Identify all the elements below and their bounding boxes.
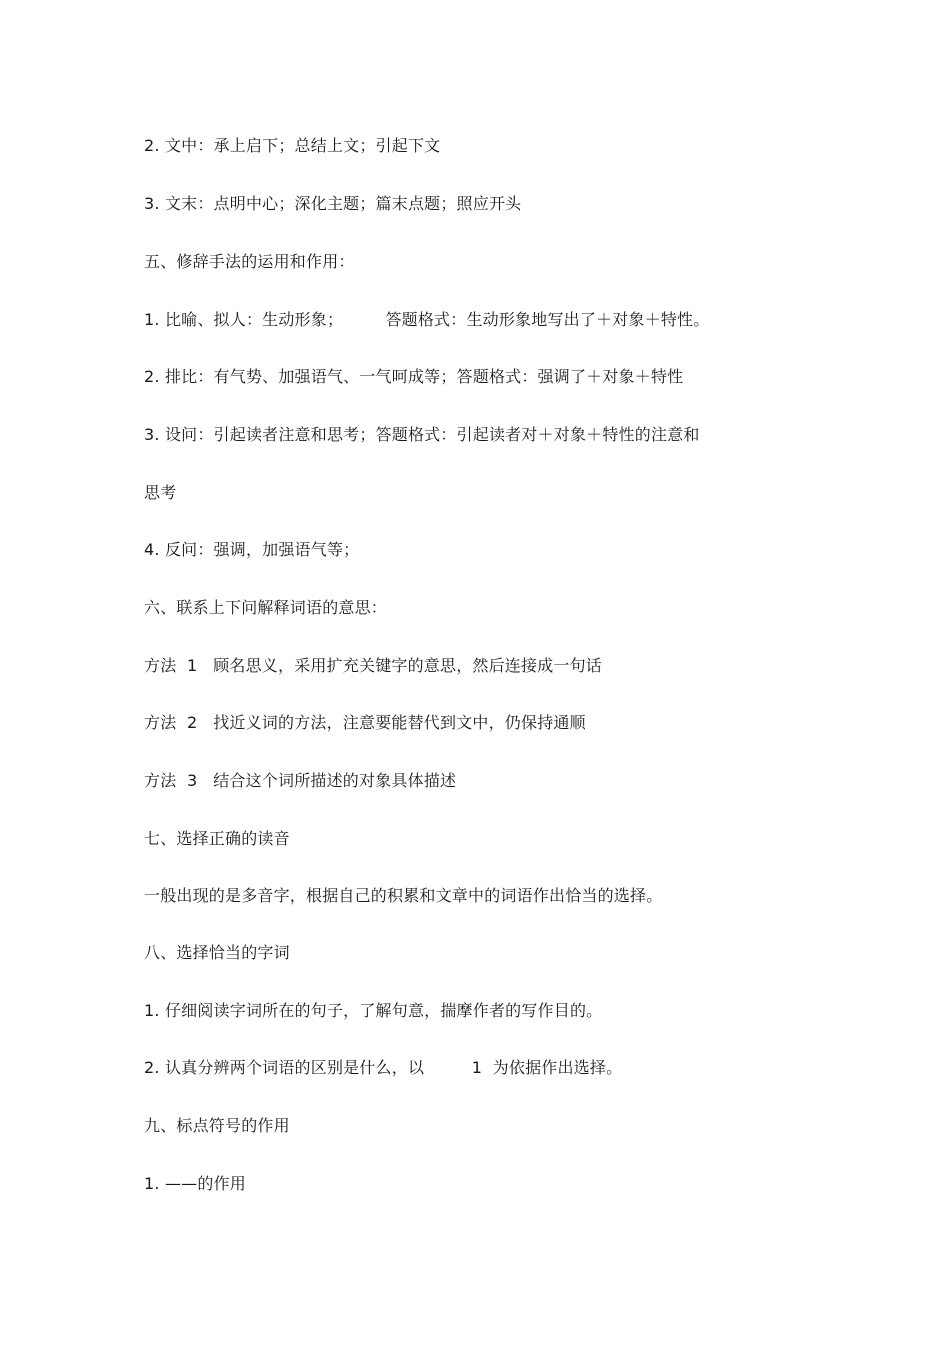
text-line: 3. 文末：点明中心；深化主题；篇末点题；照应开头 [144,194,522,213]
text-line: 2. 文中：承上启下；总结上文；引起下文 [144,136,441,155]
text-line: 一般出现的是多音字，根据自己的积累和文章中的词语作出恰当的选择。 [144,886,663,905]
text-line: 1. 比喻、拟人：生动形象； 答题格式：生动形象地写出了＋对象＋特性。 [144,310,710,329]
text-line: 方法 2 找近义词的方法，注意要能替代到文中，仍保持通顺 [144,713,586,732]
text-line: 4. 反问：强调，加强语气等； [144,540,360,559]
text-line: 方法 3 结合这个词所描述的对象具体描述 [144,771,457,790]
section-heading: 七、选择正确的读音 [144,829,290,848]
text-line: 2. 排比：有气势、加强语气、一气呵成等；答题格式：强调了＋对象＋特性 [144,367,684,386]
text-line: 思考 [144,483,177,502]
section-heading: 八、选择恰当的字词 [144,943,290,962]
section-heading: 九、标点符号的作用 [144,1116,290,1135]
text-line: 3. 设问：引起读者注意和思考；答题格式：引起读者对＋对象＋特性的注意和 [144,425,700,444]
section-heading: 五、修辞手法的运用和作用： [144,252,355,271]
text-line: 1. 仔细阅读字词所在的句子，了解句意，揣摩作者的写作目的。 [144,1001,603,1020]
text-line: 1. ——的作用 [144,1174,246,1193]
section-heading: 六、联系上下问解释词语的意思： [144,598,388,617]
text-line: 2. 认真分辨两个词语的区别是什么，以 1 为依据作出选择。 [144,1058,623,1077]
text-line: 方法 1 顾名思义，采用扩充关键字的意思，然后连接成一句话 [144,656,603,675]
